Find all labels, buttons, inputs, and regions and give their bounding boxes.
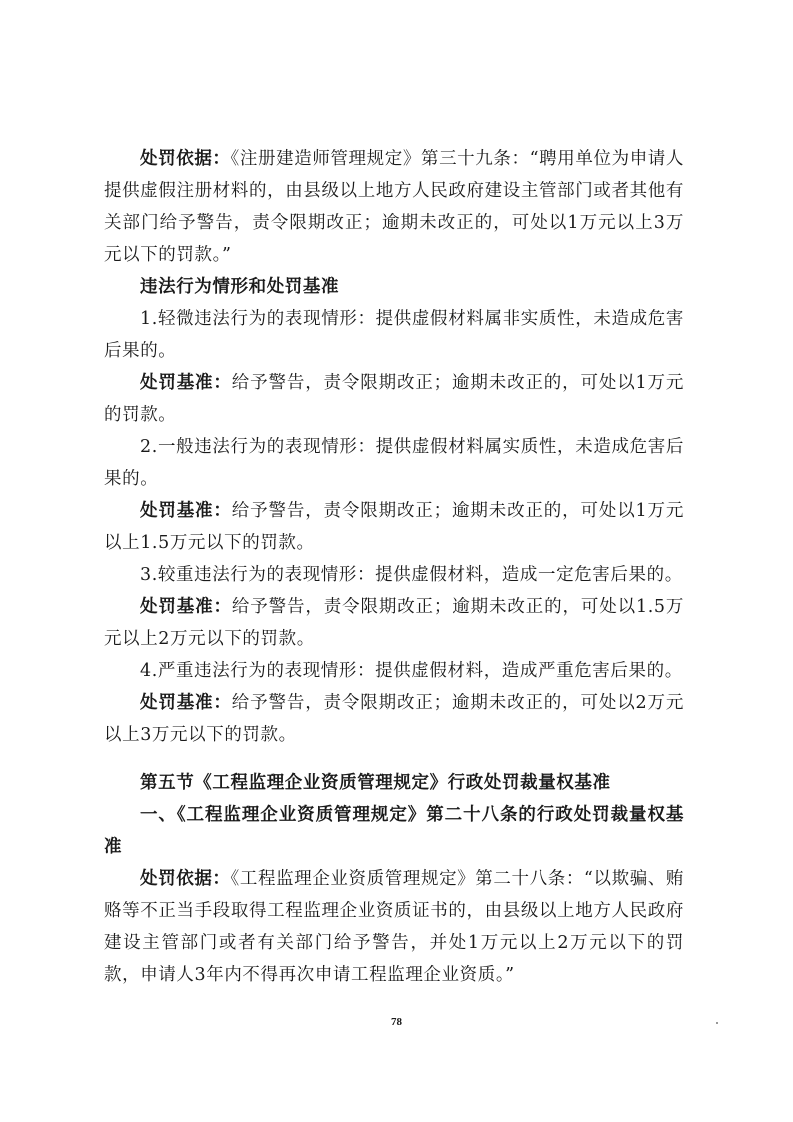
- standard-serious-paragraph: [104, 591, 684, 655]
- page-number: 78: [391, 1016, 402, 1028]
- penalty-basis-text: 《注册建造师管理规定》第三十九条：“聘用单位为申请人提供虚假注册材料的，由县级以上地方人民政府建设主管部门或者其他有关部门给予警告，责令限期改正；逾期未改正的，可处以1万元以上3万元以下的罚款。”: [104, 149, 685, 265]
- section-title: 第五节《工程监理企业资质管理规定》行政处罚裁量权基准: [140, 773, 611, 793]
- violation-item-severe: 4.严重违法行为的表现情形：提供虚假材料，造成严重危害后果的。: [140, 661, 683, 681]
- standard-minor-paragraph: [104, 367, 684, 431]
- standard-text: 给予警告，责令限期改正；逾期未改正的，可处以2万元以上3万元以下的罚款。: [104, 693, 685, 745]
- violation-item-minor: 1.轻微违法行为的表现情形：提供虚假材料属非实质性，未造成危害后果的。: [104, 309, 684, 361]
- penalty-basis-label: 处罚依据：: [140, 869, 231, 889]
- standard-label: 处罚基准：: [140, 501, 232, 521]
- penalty-basis-paragraph-2: [104, 863, 684, 991]
- penalty-basis-paragraph: [104, 143, 684, 271]
- penalty-basis-label: 处罚依据：: [140, 149, 231, 169]
- standard-heading: 违法行为情形和处罚基准: [140, 277, 340, 297]
- standard-label: 处罚基准：: [140, 693, 232, 713]
- standard-label: 处罚基准：: [140, 597, 232, 617]
- standard-label: 处罚基准：: [140, 373, 232, 393]
- standard-severe-paragraph: [104, 687, 684, 751]
- standard-text: 给予警告，责令限期改正；逾期未改正的，可处以1.5万元以上2万元以下的罚款。: [104, 597, 685, 649]
- standard-general-paragraph: [104, 495, 684, 559]
- standard-text: 给予警告，责令限期改正；逾期未改正的，可处以1万元以上1.5万元以下的罚款。: [104, 501, 685, 553]
- penalty-basis-text: 《工程监理企业资质管理规定》第二十八条：“以欺骗、贿赂等不正当手段取得工程监理企业资质证书的，由县级以上地方人民政府建设主管部门或者有关部门给予警告，并处1万元以上2万元以下的罚款，申请人3年内不得再次申请工程监理企业资质。”: [104, 869, 685, 985]
- violation-item-serious: 3.较重违法行为的表现情形：提供虚假材料，造成一定危害后果的。: [140, 565, 683, 585]
- subsection-title: 一、《工程监理企业资质管理规定》第二十八条的行政处罚裁量权基准: [104, 805, 684, 857]
- standard-text: 给予警告，责令限期改正；逾期未改正的，可处以1万元的罚款。: [104, 373, 685, 425]
- scan-speck: [716, 1022, 718, 1024]
- violation-item-general: 2.一般违法行为的表现情形：提供虚假材料属实质性，未造成危害后果的。: [104, 437, 684, 489]
